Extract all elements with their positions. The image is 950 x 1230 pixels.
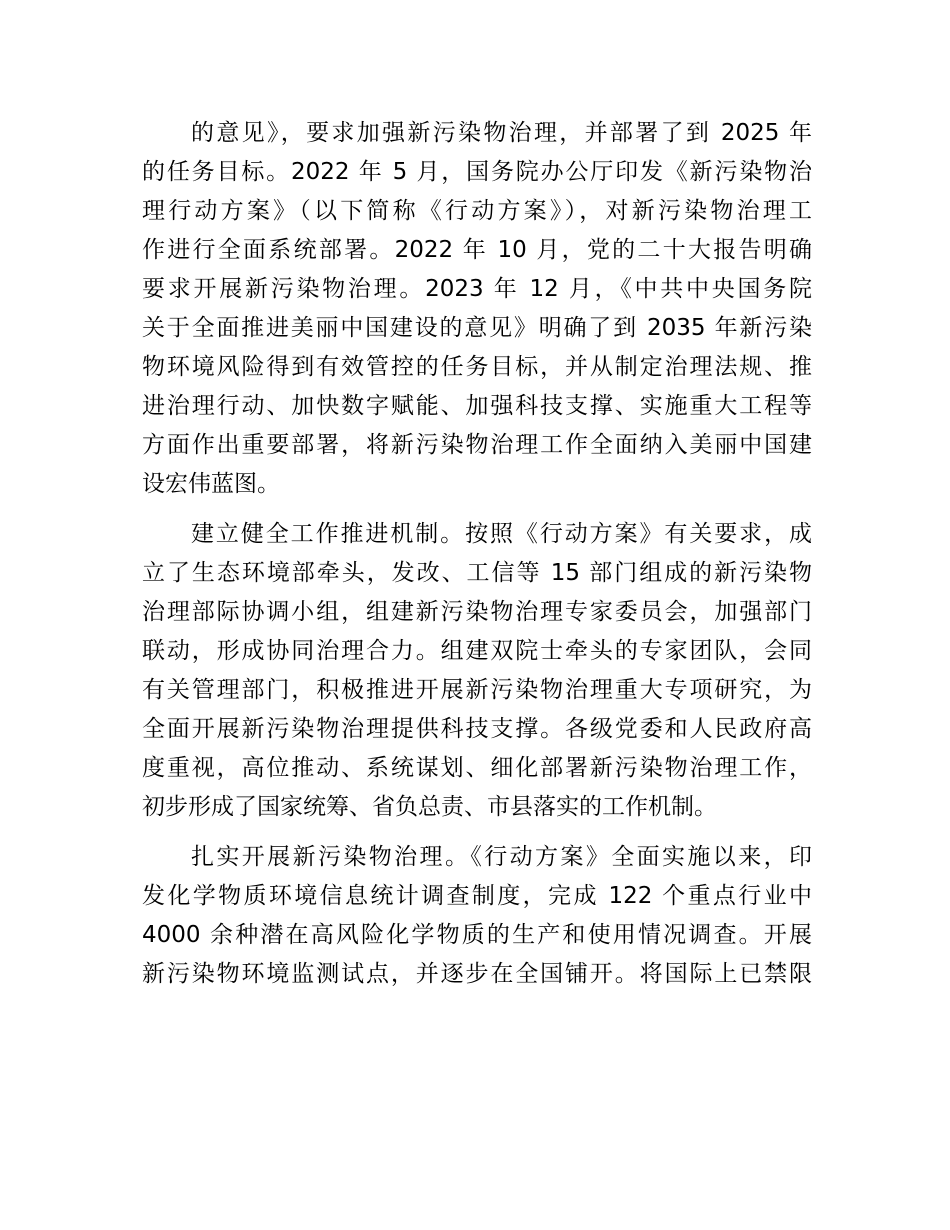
text-line: 物环境风险得到有效管控的任务目标，并从制定治理法规、推 <box>142 354 812 380</box>
text-line: 理行动方案》（以下简称《行动方案》），对新污染物治理工 <box>142 198 812 224</box>
paragraph-2 <box>142 515 812 827</box>
text-line: 治理部际协调小组，组建新污染物治理专家委员会，加强部门 <box>142 599 812 625</box>
document-body <box>142 114 812 994</box>
text-line: 扎实开展新污染物治理。《行动方案》全面实施以来，印 <box>191 844 812 870</box>
text-line: 全面开展新污染物治理提供科技支撑。各级党委和人民政府高 <box>142 716 812 742</box>
text-line: 的意见》，要求加强新污染物治理，并部署了到 2025 年 <box>191 120 812 146</box>
paragraph-3 <box>142 838 812 994</box>
text-line: 4000 余种潜在高风险化学物质的生产和使用情况调查。开展 <box>142 922 812 948</box>
text-line: 设宏伟蓝图。 <box>142 471 280 497</box>
text-line: 进治理行动、加快数字赋能、加强科技支撑、实施重大工程等 <box>142 393 812 419</box>
text-line: 度重视，高位推动、系统谋划、细化部署新污染物治理工作， <box>142 755 812 781</box>
text-line: 新污染物环境监测试点，并逐步在全国铺开。将国际上已禁限 <box>142 961 812 987</box>
text-line: 联动，形成协同治理合力。组建双院士牵头的专家团队，会同 <box>142 638 812 664</box>
text-line: 方面作出重要部署，将新污染物治理工作全面纳入美丽中国建 <box>142 432 812 458</box>
text-line: 关于全面推进美丽中国建设的意见》明确了到 2035 年新污染 <box>142 315 812 341</box>
text-line: 初步形成了国家统筹、省负总责、市县落实的工作机制。 <box>142 794 717 820</box>
paragraph-1 <box>142 114 812 504</box>
text-line: 立了生态环境部牵头，发改、工信等 15 部门组成的新污染物 <box>142 560 812 586</box>
text-line: 有关管理部门，积极推进开展新污染物治理重大专项研究，为 <box>142 677 812 703</box>
text-line: 作进行全面系统部署。2022 年 10 月，党的二十大报告明确 <box>142 237 812 263</box>
text-line: 发化学物质环境信息统计调查制度，完成 122 个重点行业中 <box>142 883 812 909</box>
text-line: 的任务目标。2022 年 5 月，国务院办公厅印发《新污染物治 <box>142 159 812 185</box>
text-line: 建立健全工作推进机制。按照《行动方案》有关要求，成 <box>191 521 812 547</box>
text-line: 要求开展新污染物治理。2023 年 12 月，《中共中央国务院 <box>142 276 812 302</box>
